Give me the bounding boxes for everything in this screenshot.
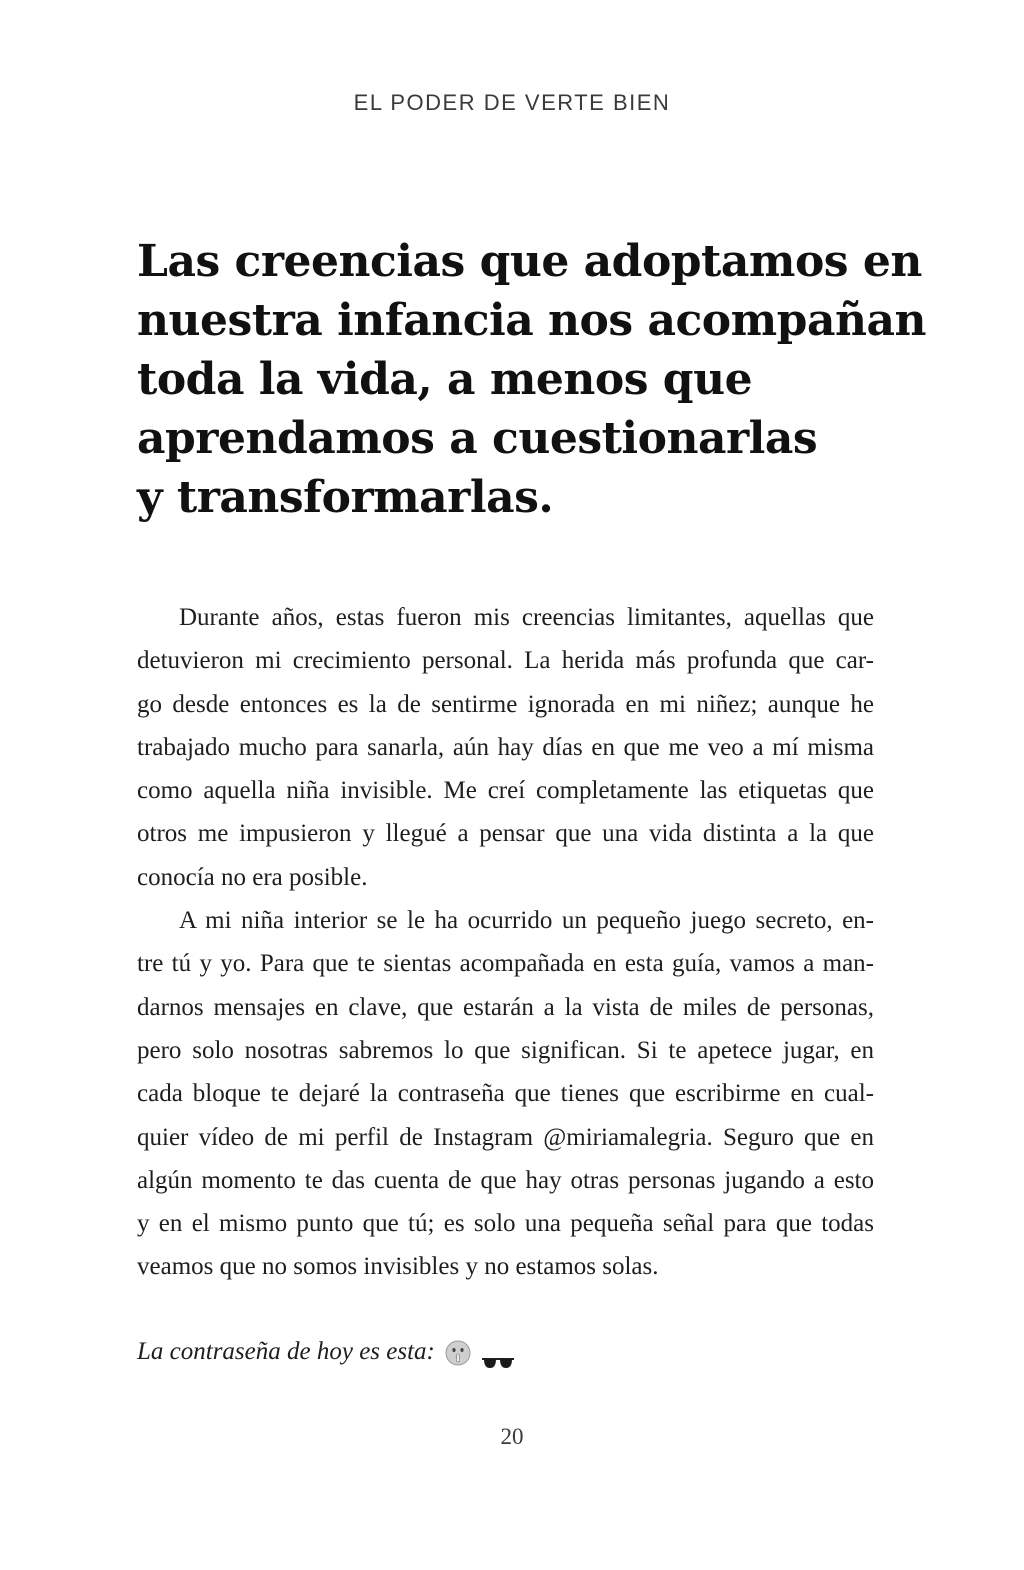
headline-line: toda la vida, a menos que — [137, 354, 753, 405]
headline-line: nuestra infancia nos acompañan — [137, 295, 926, 346]
text-line: como aquella niña invisible. Me creí completamente las etiquetas que — [137, 777, 874, 805]
text-line: y en el mismo punto que tú; es solo una pequeña señal para que todas — [137, 1210, 874, 1238]
text-line: conocía no era posible. — [137, 863, 368, 891]
text-line: otros me impusieron y llegué a pensar que una vida distinta a la que — [137, 820, 874, 848]
text-line: trabajado mucho para sanarla, aún hay días en que me veo a mí misma — [137, 733, 874, 761]
password-label: La contraseña de hoy es esta: — [137, 1338, 435, 1365]
text-line: Durante años, estas fueron mis creencias limitantes, aquellas que — [179, 604, 874, 631]
shushing-face-icon — [445, 1339, 471, 1365]
paragraph-1 — [137, 596, 874, 899]
text-line: A mi niña interior se le ha ocurrido un pequeño juego secreto, en- — [179, 907, 874, 935]
text-line: tre tú y yo. Para que te sientas acompañada en esta guía, vamos a man- — [137, 950, 874, 978]
headline-line: y transformarlas. — [137, 472, 554, 523]
page-number: 20 — [500, 1424, 524, 1449]
text-line: pero solo nosotras sabremos lo que significan. Si te apetece jugar, en — [137, 1036, 874, 1064]
text-line: darnos mensajes en clave, que estarán a la vista de miles de personas, — [137, 993, 874, 1021]
text-line: veamos que no somos invisibles y no estamos solas. — [137, 1253, 659, 1281]
headline-line: aprendamos a cuestionarlas — [137, 413, 818, 464]
text-line: quier vídeo de mi perfil de Instagram @miriamalegria. Seguro que en — [137, 1123, 874, 1151]
running-head: EL PODER DE VERTE BIEN — [353, 90, 671, 115]
text-line: go desde entonces es la de sentirme ignorada en mi niñez; aunque he — [137, 690, 874, 718]
chapter-headline — [137, 232, 926, 527]
text-line: cada bloque te dejaré la contraseña que tienes que escribirme en cual- — [137, 1080, 874, 1108]
sunglasses-icon — [481, 1344, 515, 1360]
password-line — [137, 1332, 515, 1372]
headline-line: Las creencias que adoptamos en — [137, 236, 922, 287]
text-line: detuvieron mi crecimiento personal. La herida más profunda que car- — [137, 647, 874, 675]
body-text — [137, 596, 874, 1289]
text-line: algún momento te das cuenta de que hay otras personas jugando a esto — [137, 1166, 874, 1194]
paragraph-2 — [137, 899, 874, 1289]
